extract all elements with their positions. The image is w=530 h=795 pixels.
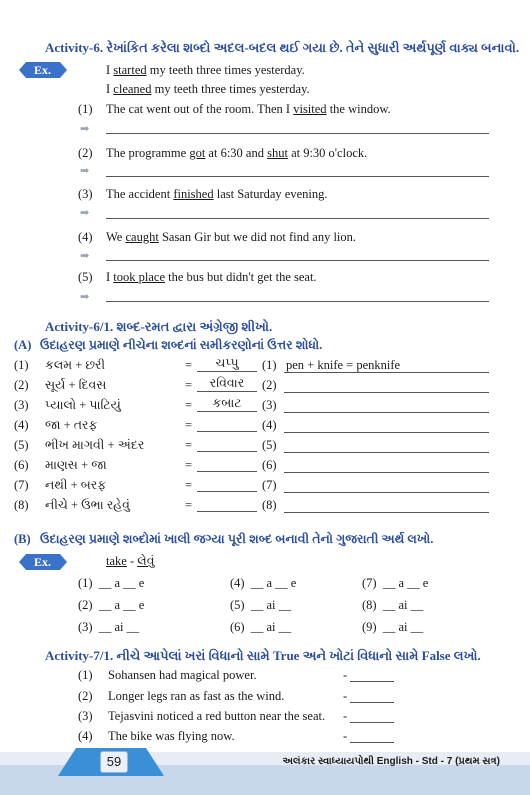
equation-row: (4) જા + તરફ = (4) [0, 418, 530, 438]
arrow-icon: ➡ [80, 250, 90, 262]
page-number: 59 [100, 751, 128, 773]
activity-7-1-title: Activity-7/1. નીચે આપેલાં ખરાં વિધાનો સામે True અને ખોટાં વિધાનો સામે False લખો. [45, 648, 481, 663]
answer-line[interactable] [284, 412, 489, 413]
activity-6-1-title: Activity-6/1. શબ્દ-રમત દ્વારા અંગ્રેજી શીખો. [45, 319, 273, 334]
blank-word-item[interactable]: (5) __ ai __ [230, 598, 292, 612]
statement-row: (4) The bike was flying now. - [0, 729, 530, 749]
blank-word-item[interactable]: (4) __ a __ e [230, 576, 297, 590]
answer-blank[interactable]: કબાટ [197, 396, 257, 412]
section-a-title: (A) ઉદાહરણ પ્રમાણે નીચેના શબ્દનાં સમીકરણોનાં ઉત્તર શોધો. [14, 338, 323, 352]
answer-line[interactable] [106, 301, 489, 302]
sentence-4: We caught Sasan Gir but we did not find any lion. [106, 230, 357, 244]
sentence-3: The accident finished last Saturday evening. [106, 187, 328, 201]
example-line-2: I cleaned my teeth three times yesterday. [106, 82, 310, 96]
answer-line[interactable] [284, 492, 489, 493]
answer-line[interactable] [350, 742, 394, 743]
example-badge: Ex. [26, 554, 60, 570]
arrow-icon: ➡ [80, 291, 90, 303]
answer-line[interactable] [350, 722, 394, 723]
statement-row: (3) Tejasvini noticed a red button near the seat. - [0, 709, 530, 729]
answer-blank[interactable] [197, 496, 257, 512]
book-title: અલંકાર સ્વાધ્યાયપોથી English - Std - 7 (પ્રથમ સત્ર) [282, 756, 500, 767]
item-number: (3) [78, 187, 93, 201]
equation-row: (8) નીચે + ઉભા રહેવું = (8) [0, 498, 530, 518]
answer-line[interactable] [284, 392, 489, 393]
answer-blank[interactable] [197, 456, 257, 472]
answer-line[interactable] [106, 260, 489, 261]
section-b-title: (B) ઉદાહરણ પ્રમાણે શબ્દોમાં ખાલી જગ્યા પૂરી શબ્દ બનાવી તેનો ગુજરાતી અર્થ લખો. [14, 532, 434, 546]
answer-line[interactable] [106, 176, 489, 177]
equation-row: (3) પ્યાલો + પાટિયું = કબાટ (3) [0, 398, 530, 418]
blank-word-item[interactable]: (6) __ ai __ [230, 620, 292, 634]
answer-blank[interactable] [197, 476, 257, 492]
equation-row: (1) કલમ + છરી = ચપ્પુ (1) pen + knife = penknife [0, 358, 530, 378]
activity-6-title: Activity-6. રેખાંકિત કરેલા શબ્દો અદલ-બદલ થઈ ગયા છે. તેને સુધારી અર્થપૂર્ણ વાક્ય બનાવો. [45, 40, 520, 55]
blank-word-item[interactable]: (9) __ ai __ [362, 620, 424, 634]
answer-line[interactable] [284, 432, 489, 433]
equation-row: (7) નથી + બરફ = (7) [0, 478, 530, 498]
answer-line[interactable] [350, 681, 394, 682]
answer-blank[interactable] [197, 416, 257, 432]
equation-row: (2) સૂર્ય + દિવસ = રવિવાર (2) [0, 378, 530, 398]
underlined-word: started [113, 63, 147, 77]
blank-word-item[interactable]: (2) __ a __ e [78, 598, 145, 612]
underlined-word: cleaned [113, 82, 152, 96]
statement-row: (2) Longer legs ran as fast as the wind. - [0, 689, 530, 709]
arrow-icon: ➡ [80, 165, 90, 177]
item-number: (5) [78, 270, 93, 284]
arrow-icon: ➡ [80, 207, 90, 219]
blank-word-item[interactable]: (8) __ ai __ [362, 598, 424, 612]
statement-row: (1) Sohansen had magical power. - [0, 668, 530, 688]
answer-blank[interactable] [197, 436, 257, 452]
answer-line[interactable] [284, 512, 489, 513]
equation-row: (6) માણસ + જા = (6) [0, 458, 530, 478]
answer-line[interactable] [284, 452, 489, 453]
answer-blank[interactable]: રવિવાર [197, 376, 257, 392]
item-number: (1) [78, 102, 93, 116]
sentence-2: The programme got at 6:30 and shut at 9:30 o'clock. [106, 146, 368, 160]
example-badge: Ex. [26, 62, 60, 78]
item-number: (2) [78, 146, 93, 160]
blank-word-item[interactable]: (3) __ ai __ [78, 620, 140, 634]
equation-row: (5) ભીખ માગવી + અંદર = (5) [0, 438, 530, 458]
answer-line[interactable] [106, 133, 489, 134]
example-line-1: I started my teeth three times yesterday. [106, 63, 305, 77]
sentence-5: I took place the bus but didn't get the seat. [106, 270, 317, 284]
example-word: take - લેવું [106, 554, 155, 568]
sentence-1: The cat went out of the room. Then I visited the window. [106, 102, 391, 116]
blank-word-item[interactable]: (7) __ a __ e [362, 576, 429, 590]
answer-blank[interactable]: ચપ્પુ [197, 356, 257, 372]
item-number: (4) [78, 230, 93, 244]
arrow-icon: ➡ [80, 123, 90, 135]
answer-line[interactable] [284, 472, 489, 473]
answer-line[interactable] [106, 218, 489, 219]
answer-line[interactable] [350, 702, 394, 703]
blank-word-item[interactable]: (1) __ a __ e [78, 576, 145, 590]
